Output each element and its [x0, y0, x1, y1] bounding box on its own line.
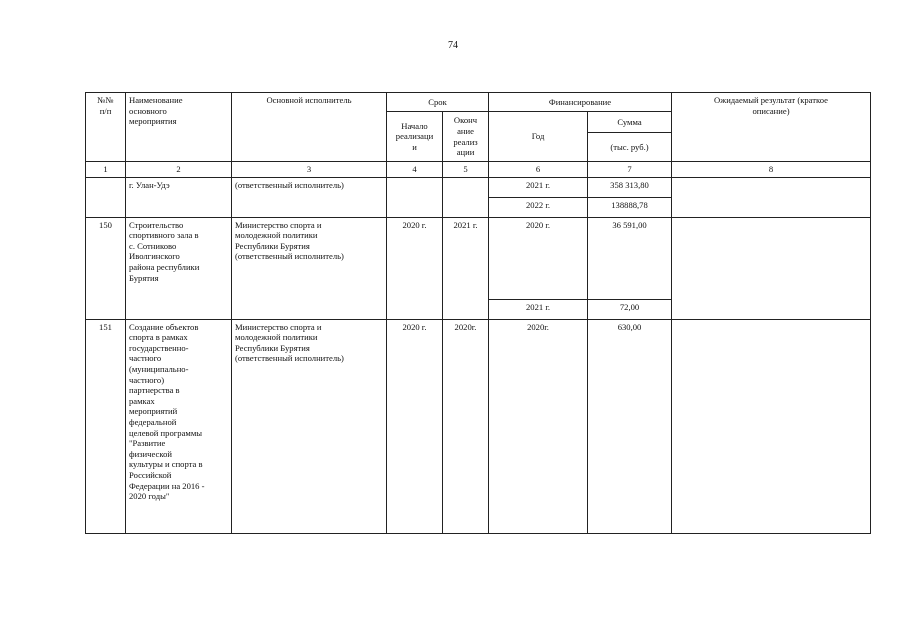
- row-activity-name: Строительство спортивного зала в с. Сотниково Иволгинского района республики Бурятия: [126, 217, 232, 319]
- header-start: Начало реализаци и: [387, 112, 443, 162]
- row-year: 2020 г.: [489, 217, 588, 299]
- row-executor: Министерство спорта и молодежной политики Республики Бурятия (ответственный исполнитель): [232, 217, 387, 319]
- column-number: 8: [672, 162, 871, 178]
- header-expected-result: Ожидаемый результат (краткое описание): [672, 93, 871, 162]
- row-year: 2020г.: [489, 319, 588, 533]
- table-row: [86, 217, 871, 299]
- header-sum: Сумма: [588, 112, 672, 133]
- row-result: [672, 177, 871, 217]
- row-result: [672, 217, 871, 319]
- column-number: 2: [126, 162, 232, 178]
- row-activity-name: г. Улан-Удэ: [126, 177, 232, 217]
- header-end: Оконч ание реализ ации: [443, 112, 489, 162]
- row-year: 2021 г.: [489, 299, 588, 319]
- row-num: [86, 177, 126, 217]
- row-sum: 36 591,00: [588, 217, 672, 299]
- header-num: №№ п/п: [86, 93, 126, 162]
- row-end: 2021 г.: [443, 217, 489, 319]
- column-numbers-row: [86, 162, 871, 178]
- column-number: 7: [588, 162, 672, 178]
- header-activity-name: Наименование основного мероприятия: [126, 93, 232, 162]
- column-number: 5: [443, 162, 489, 178]
- row-activity-name: Создание объектов спорта в рамках государственно- частного (муниципально- частного) партнерства в рамках мероприятий федеральной целевой программы "Развитие физической культуры и спорта в Российской Федерации на 2016 - 2020 годы": [126, 319, 232, 533]
- row-start: 2020 г.: [387, 319, 443, 533]
- row-end: [443, 177, 489, 217]
- header-year: Год: [489, 112, 588, 162]
- program-activities-table: [85, 92, 871, 534]
- table-row: [86, 177, 871, 197]
- row-year: 2022 г.: [489, 197, 588, 217]
- row-start: 2020 г.: [387, 217, 443, 319]
- row-num: 150: [86, 217, 126, 319]
- column-number: 6: [489, 162, 588, 178]
- row-result: [672, 319, 871, 533]
- row-end: 2020г.: [443, 319, 489, 533]
- header-main-executor: Основной исполнитель: [232, 93, 387, 162]
- row-executor: Министерство спорта и молодежной политики Республики Бурятия (ответственный исполнитель): [232, 319, 387, 533]
- row-sum: 72,00: [588, 299, 672, 319]
- row-executor: (ответственный исполнитель): [232, 177, 387, 217]
- row-year: 2021 г.: [489, 177, 588, 197]
- column-number: 4: [387, 162, 443, 178]
- row-sum: 358 313,80: [588, 177, 672, 197]
- row-num: 151: [86, 319, 126, 533]
- row-sum: 630,00: [588, 319, 672, 533]
- column-number: 1: [86, 162, 126, 178]
- column-number: 3: [232, 162, 387, 178]
- row-start: [387, 177, 443, 217]
- page-number: 74: [448, 40, 458, 51]
- header-sum-unit: (тыс. руб.): [588, 133, 672, 162]
- header-financing: Финансирование: [489, 93, 672, 112]
- header-term: Срок: [387, 93, 489, 112]
- row-sum: 138888,78: [588, 197, 672, 217]
- table-row: [86, 319, 871, 533]
